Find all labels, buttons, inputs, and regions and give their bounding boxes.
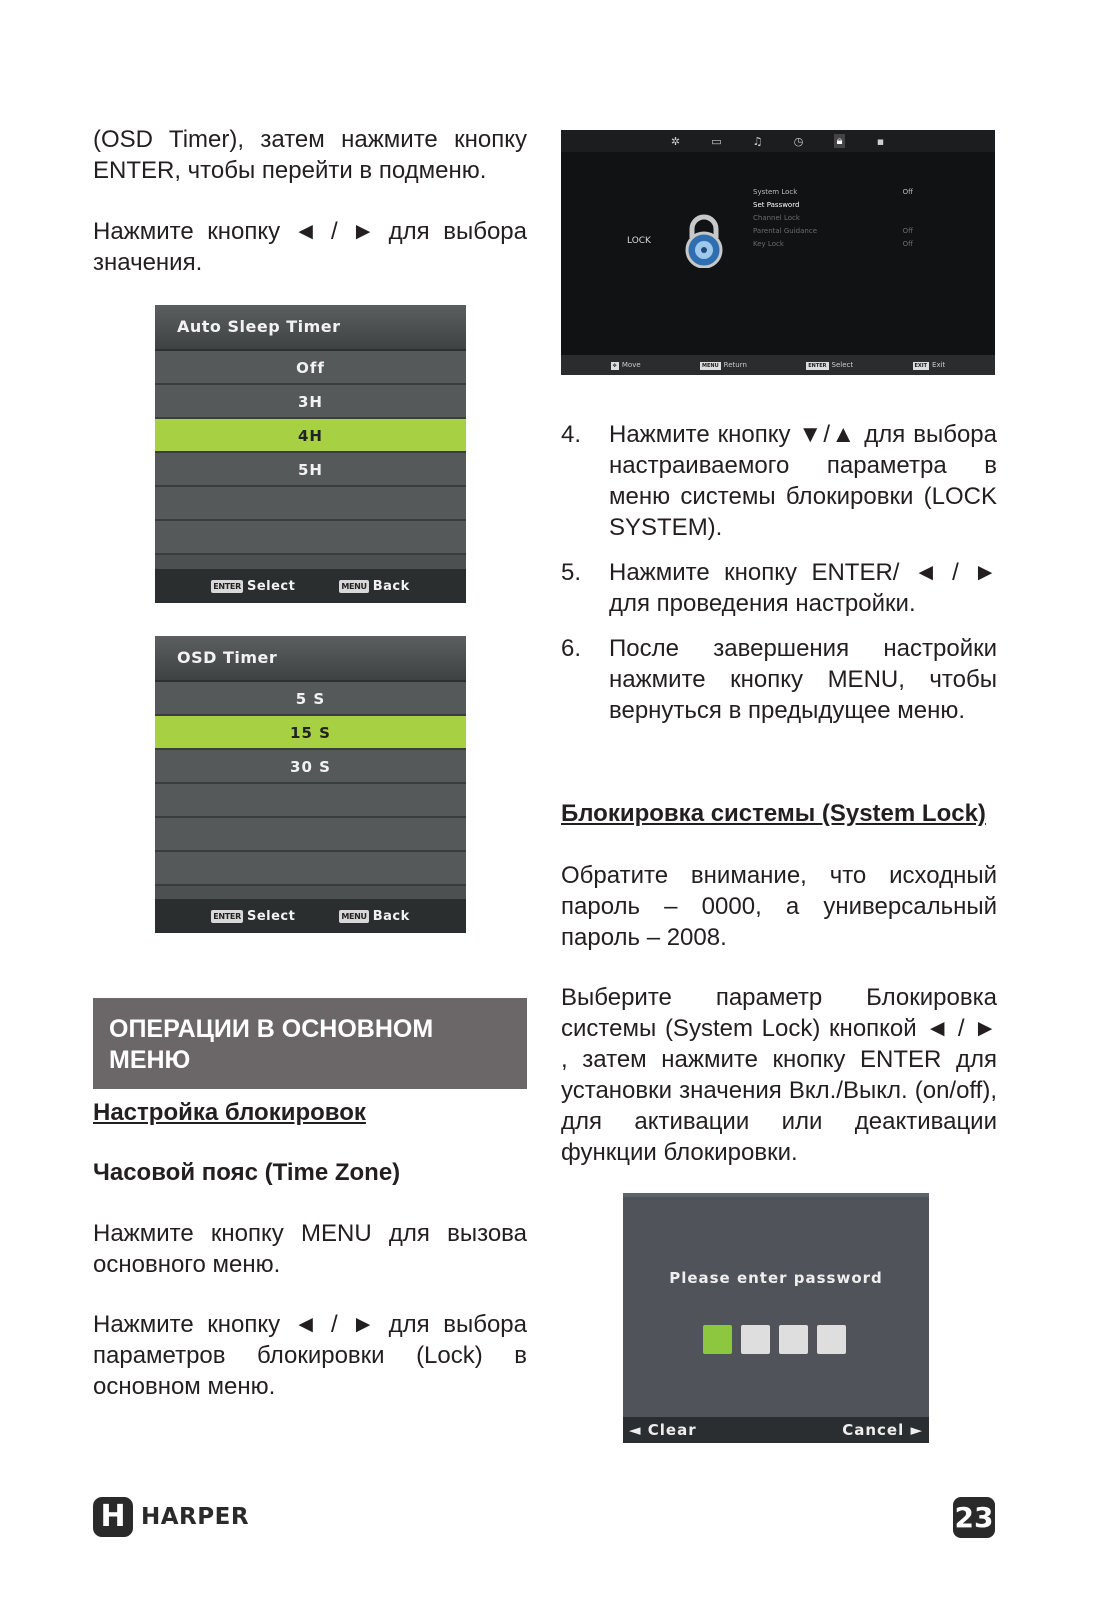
select-hint: ENTER Select bbox=[213, 578, 296, 594]
paragraph-select-system-lock: Выберите параметр Блокировка системы (System Lock) кнопкой ◄ / ► , затем нажмите кнопку ENTER для установки значения Вкл./Выкл. (on/off), для активации или деактивации функции блокировки. bbox=[561, 984, 997, 1166]
step-text: Нажмите кнопку ▼/▲ для выбора настраиваемого параметра в меню системы блокировки (LOCK SYSTEM). bbox=[609, 421, 997, 541]
lock-items-list bbox=[753, 186, 913, 251]
step-item bbox=[561, 419, 997, 543]
menu-key-icon: MENU bbox=[341, 911, 367, 921]
lock-item-name: Key Lock bbox=[753, 240, 784, 248]
footer-hint-label: Exit bbox=[932, 360, 946, 369]
paragraph-select-value: Нажмите кнопку ◄ / ► для выбора значения. bbox=[93, 218, 527, 276]
footer-hint bbox=[611, 361, 641, 370]
menu-footer bbox=[155, 899, 466, 933]
paragraph-select-lock: Нажмите кнопку ◄ / ► для выбора параметров блокировки (Lock) в основном меню. bbox=[93, 1311, 527, 1400]
enter-key-icon: ENTER bbox=[213, 581, 241, 591]
step-text: После завершения настройки нажмите кнопку MENU, чтобы вернуться в предыдущее меню. bbox=[609, 635, 997, 724]
lock-item-name: Parental Guidance bbox=[753, 227, 817, 235]
menu-footer bbox=[155, 569, 466, 603]
menu-option[interactable]: Off bbox=[155, 351, 466, 385]
menu-title: OSD Timer bbox=[155, 636, 466, 682]
lock-item-value: Off bbox=[902, 227, 913, 235]
password-dialog bbox=[623, 1193, 929, 1443]
lock-tab-icon: 🔒︎ bbox=[834, 134, 845, 148]
menu-option[interactable]: 5 S bbox=[155, 682, 466, 716]
menu-option[interactable] bbox=[155, 818, 466, 852]
footer-hint bbox=[913, 361, 946, 370]
step-item bbox=[561, 557, 997, 619]
lock-item-value: Off bbox=[902, 240, 913, 248]
menu-option[interactable]: 5H bbox=[155, 453, 466, 487]
menu-option[interactable] bbox=[155, 521, 466, 555]
apps-icon: ▪ bbox=[876, 134, 885, 148]
subheading-time-zone: Часовой пояс (Time Zone) bbox=[93, 1159, 401, 1186]
lock-item-value: Off bbox=[902, 188, 913, 196]
padlock-icon bbox=[681, 214, 727, 268]
menu-option[interactable]: 3H bbox=[155, 385, 466, 419]
lock-item-name: Channel Lock bbox=[753, 214, 800, 222]
harper-brand: HARPER bbox=[141, 1504, 250, 1530]
enter-key-icon: ENTER bbox=[213, 911, 241, 921]
music-icon: ♫ bbox=[752, 134, 763, 148]
clock-icon: ◷ bbox=[793, 134, 804, 148]
lock-settings-screen bbox=[561, 130, 995, 375]
menu-option[interactable] bbox=[155, 487, 466, 521]
password-prompt: Please enter password bbox=[669, 1269, 883, 1287]
paragraph-osd-timer-enter: (OSD Timer), затем нажмите кнопку ENTER, чтобы перейти в подменю. bbox=[93, 126, 527, 184]
key-icon: ENTER bbox=[808, 362, 827, 369]
menu-option[interactable]: 30 S bbox=[155, 750, 466, 784]
clear-button[interactable]: ◄ Clear bbox=[629, 1421, 697, 1439]
paragraph-press-menu: Нажмите кнопку MENU для вызова основного меню. bbox=[93, 1220, 527, 1278]
password-digit-box[interactable] bbox=[703, 1325, 732, 1354]
footer-hint bbox=[806, 361, 853, 370]
key-icon: MENU bbox=[702, 362, 719, 369]
lock-item-name: System Lock bbox=[753, 188, 798, 196]
page-number: 23 bbox=[953, 1497, 995, 1538]
lock-item[interactable] bbox=[753, 186, 913, 199]
password-boxes bbox=[703, 1325, 846, 1354]
password-digit-box[interactable] bbox=[779, 1325, 808, 1354]
steps-list bbox=[561, 419, 997, 740]
menu-option[interactable]: 4H bbox=[155, 419, 466, 453]
footer-hint-label: Select bbox=[831, 360, 854, 369]
step-text: Нажмите кнопку ENTER/ ◄ / ► для проведения настройки. bbox=[609, 559, 997, 617]
lock-item-name: Set Password bbox=[753, 201, 800, 209]
heading-system-lock: Блокировка системы (System Lock) bbox=[561, 800, 986, 827]
subheading-lock-settings: Настройка блокировок bbox=[93, 1099, 366, 1126]
lock-item[interactable] bbox=[753, 212, 913, 225]
lock-item[interactable] bbox=[753, 225, 913, 238]
cancel-button[interactable]: Cancel ► bbox=[842, 1421, 923, 1439]
step-number: 5. bbox=[561, 559, 582, 586]
lock-item[interactable] bbox=[753, 199, 913, 212]
back-hint: MENU Back bbox=[341, 578, 410, 594]
menu-option[interactable] bbox=[155, 852, 466, 886]
footer-hint bbox=[700, 361, 747, 370]
osd-timer-menu bbox=[155, 636, 466, 933]
lock-item[interactable] bbox=[753, 238, 913, 251]
menu-tabs bbox=[561, 130, 995, 152]
password-digit-box[interactable] bbox=[817, 1325, 846, 1354]
back-hint: MENU Back bbox=[341, 908, 410, 924]
select-hint: ENTER Select bbox=[213, 908, 296, 924]
section-title-bar: ОПЕРАЦИИ В ОСНОВНОМ МЕНЮ bbox=[93, 998, 527, 1089]
display-icon: ▭ bbox=[711, 134, 722, 148]
key-icon: ✥ bbox=[612, 362, 617, 369]
footer-hint-label: Return bbox=[723, 360, 747, 369]
menu-option[interactable]: 15 S bbox=[155, 716, 466, 750]
footer-hint-label: Move bbox=[621, 360, 641, 369]
lock-label: LOCK bbox=[627, 236, 651, 246]
password-digit-box[interactable] bbox=[741, 1325, 770, 1354]
step-item bbox=[561, 633, 997, 726]
lock-screen-footer bbox=[561, 355, 995, 375]
step-number: 6. bbox=[561, 635, 582, 662]
menu-key-icon: MENU bbox=[341, 581, 367, 591]
settings-gear-icon: ✲ bbox=[670, 134, 681, 148]
harper-logo-mark: H bbox=[93, 1497, 133, 1537]
key-icon: EXIT bbox=[914, 362, 928, 369]
paragraph-password-note: Обратите внимание, что исходный пароль – 0000, а универсальный пароль – 2008. bbox=[561, 862, 997, 951]
password-footer bbox=[623, 1417, 929, 1443]
auto-sleep-timer-menu bbox=[155, 305, 466, 603]
menu-title: Auto Sleep Timer bbox=[155, 305, 466, 351]
harper-logo bbox=[93, 1497, 249, 1537]
step-number: 4. bbox=[561, 421, 582, 448]
menu-option[interactable] bbox=[155, 784, 466, 818]
